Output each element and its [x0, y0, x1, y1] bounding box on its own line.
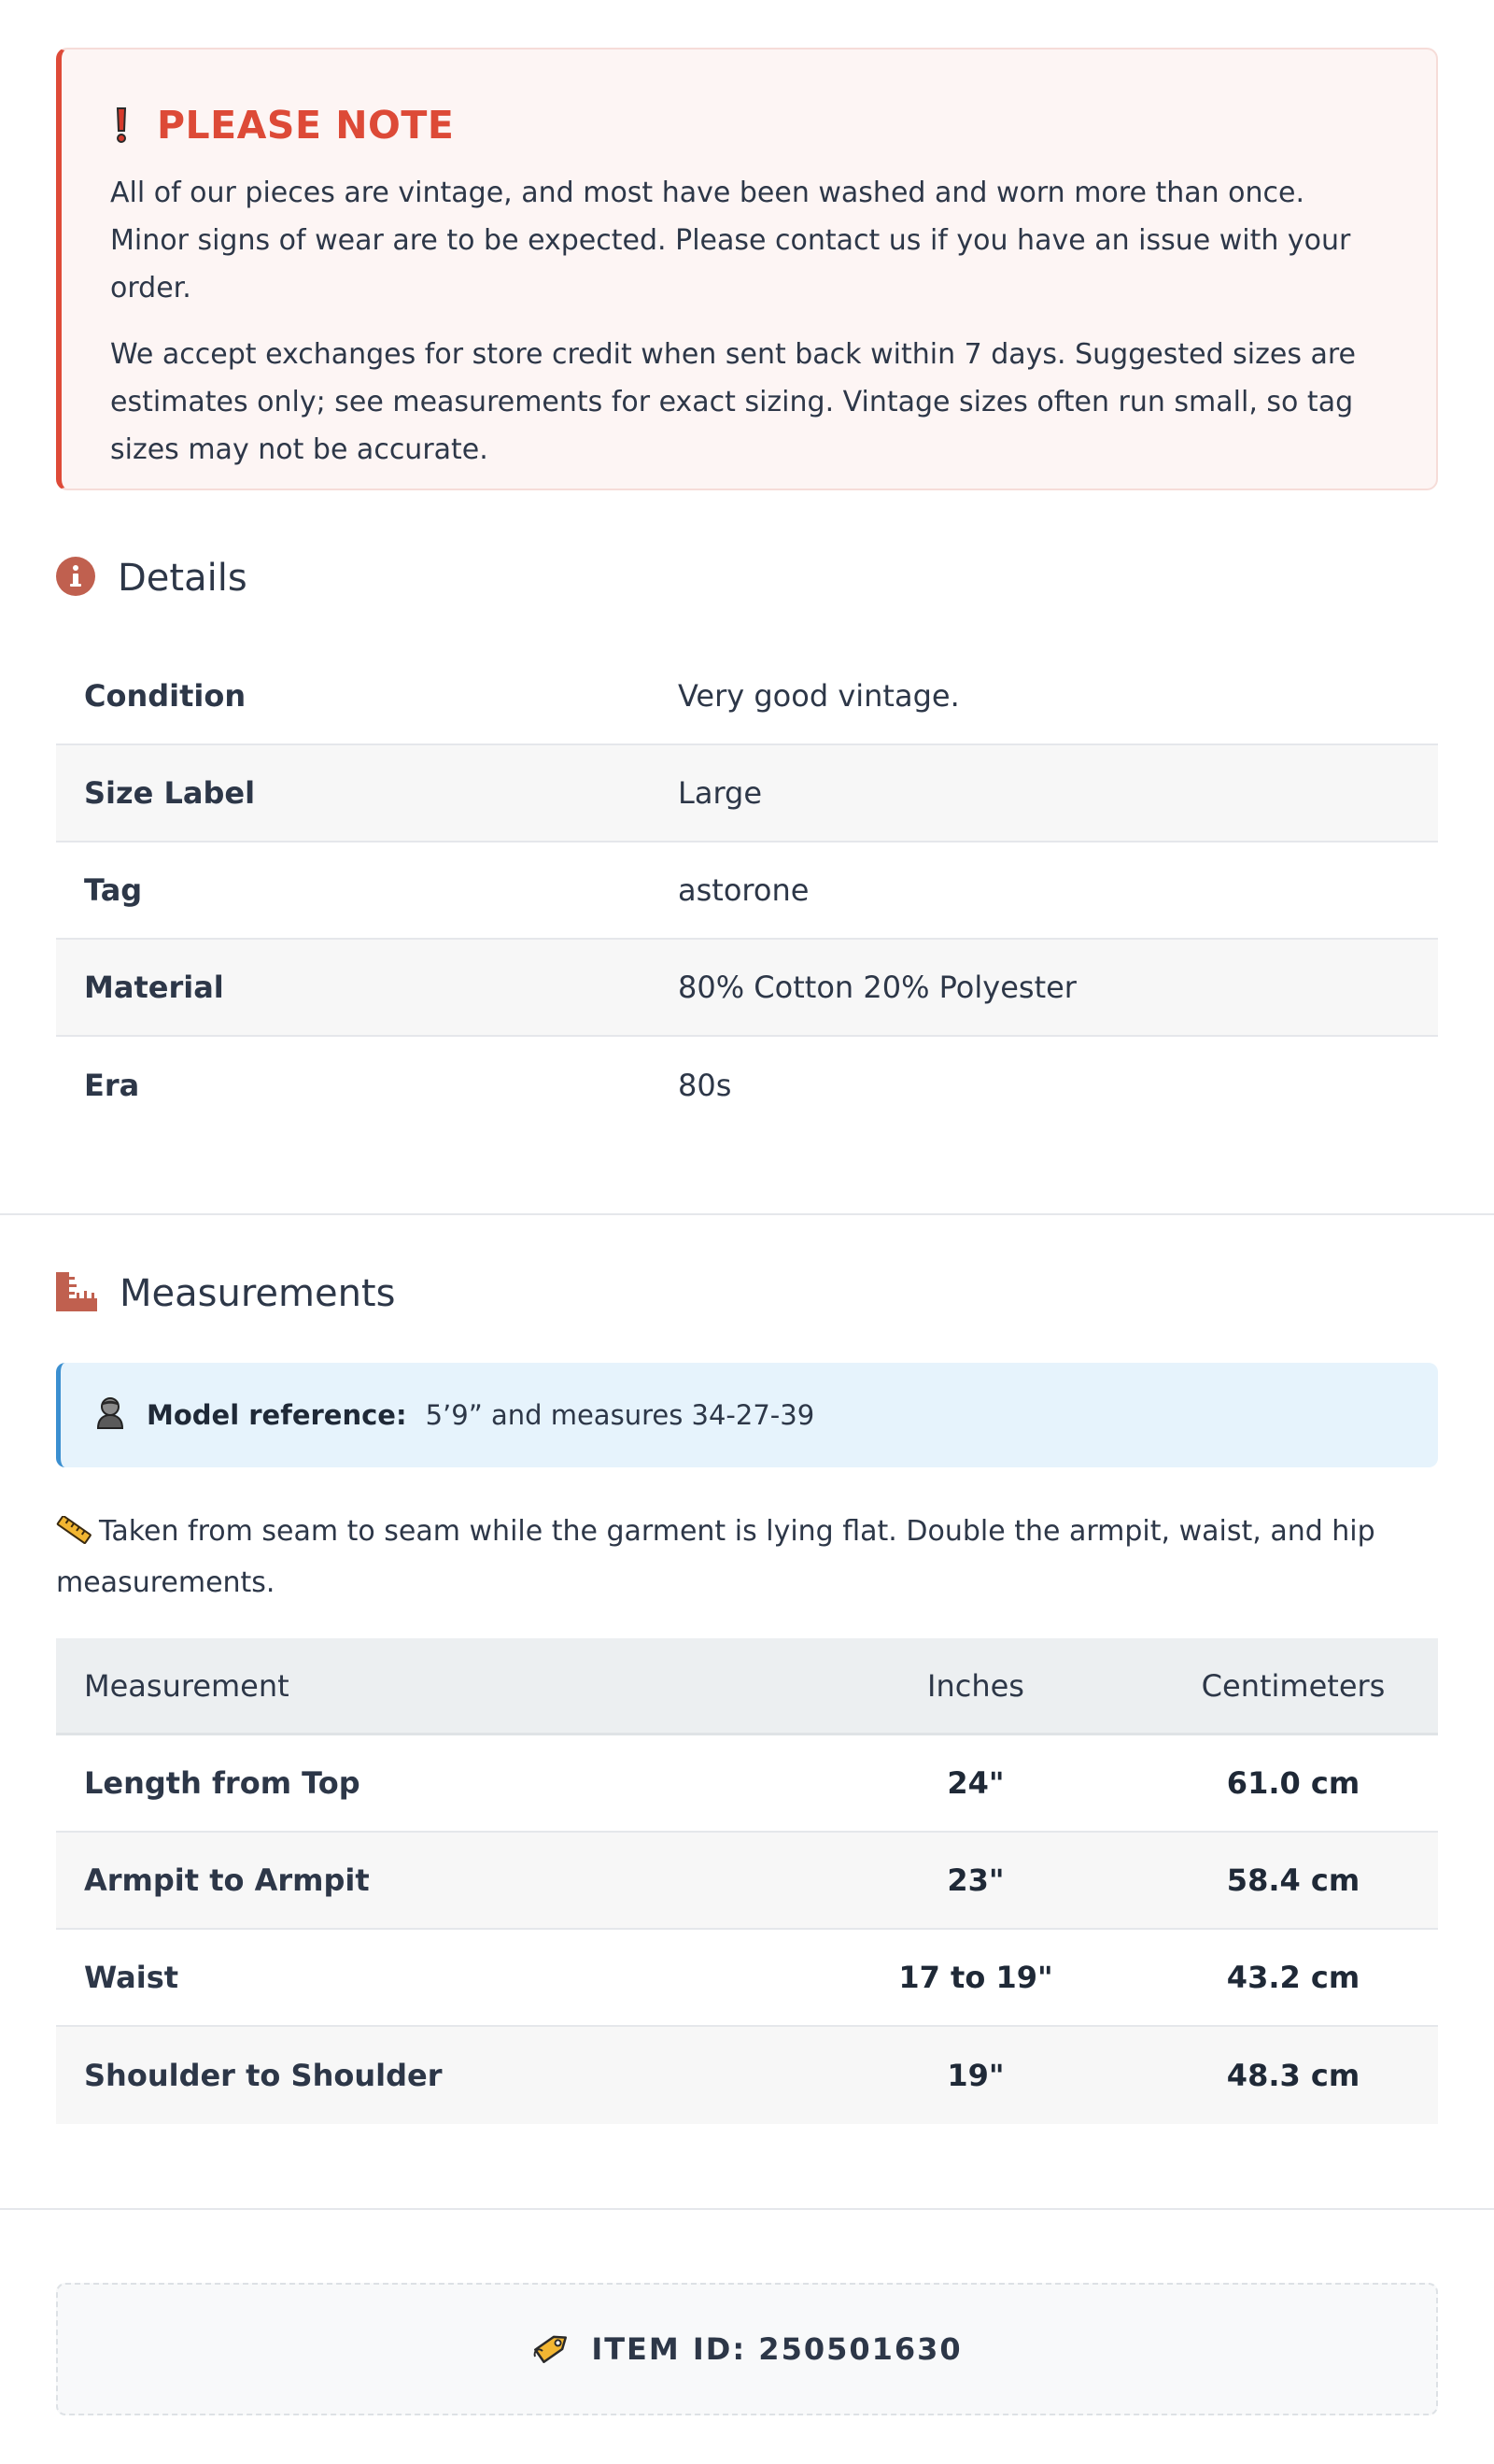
measurement-name: Waist: [84, 1960, 179, 1995]
details-value: Very good vintage.: [678, 678, 960, 714]
straight-ruler-icon: [56, 1511, 92, 1559]
model-reference-box: [56, 1363, 1438, 1467]
measurements-title: Measurements: [120, 1272, 396, 1315]
measurement-inches: 23": [947, 1862, 1005, 1898]
measurement-inches: 19": [947, 2058, 1005, 2093]
section-divider: [0, 2208, 1494, 2210]
table-row: [56, 1833, 1438, 1930]
table-row: [56, 1735, 1438, 1833]
measurement-cm: 61.0 cm: [1226, 1765, 1360, 1801]
section-divider: [0, 1213, 1494, 1215]
model-reference-label: Model reference:: [147, 1399, 407, 1431]
table-row: [56, 2027, 1438, 2124]
details-value: Large: [678, 775, 763, 811]
notice-paragraph-2: We accept exchanges for store credit when sent back within 7 days. Suggested sizes are estimates only; see measurements for exact sizing. Vintage sizes often run small, so tag sizes may not be accurate.: [110, 338, 1357, 466]
details-value: 80s: [678, 1068, 732, 1103]
details-label: Material: [84, 970, 224, 1005]
header-measurement: Measurement: [84, 1667, 289, 1704]
details-table: [56, 648, 1438, 1134]
table-row: [56, 1930, 1438, 2027]
table-header: [56, 1638, 1438, 1735]
ruler-icon: [56, 1272, 97, 1315]
notice-header: [110, 102, 1388, 149]
details-row-tag: [56, 843, 1438, 940]
header-centimeters: Centimeters: [1201, 1667, 1386, 1704]
measurement-inches: 24": [947, 1765, 1005, 1801]
measurement-inches: 17 to 19": [898, 1960, 1053, 1995]
details-label: Condition: [84, 678, 247, 714]
item-id-box: [56, 2283, 1438, 2415]
details-title: Details: [118, 557, 247, 600]
please-note-box: [56, 48, 1438, 490]
measurement-cm: 58.4 cm: [1226, 1862, 1360, 1898]
notice-title: PLEASE NOTE: [157, 103, 455, 148]
details-row-size-label: [56, 745, 1438, 843]
measurements-header: [56, 1272, 395, 1315]
details-header: [56, 557, 247, 600]
details-label: Size Label: [84, 775, 256, 811]
details-label: Era: [84, 1068, 140, 1103]
instructions-text: Taken from seam to seam while the garment is lying flat. Double the armpit, waist, and hip measurements.: [56, 1515, 1375, 1599]
notice-paragraph-1: All of our pieces are vintage, and most have been washed and worn more than once. Minor signs of wear are to be expected. Please contact us if you have an issue with your order.: [110, 177, 1351, 304]
header-inches: Inches: [927, 1667, 1024, 1704]
price-tag-icon: [531, 2329, 572, 2370]
details-label: Tag: [84, 872, 143, 908]
info-circle-icon: [56, 557, 95, 600]
measurement-instructions: [56, 1508, 1382, 1607]
details-row-condition: [56, 648, 1438, 745]
details-row-material: [56, 940, 1438, 1037]
model-reference-value: 5’9” and measures 34-27-39: [425, 1399, 815, 1431]
item-id-text: ITEM ID: 250501630: [591, 2331, 963, 2367]
measurement-cm: 48.3 cm: [1226, 2058, 1360, 2093]
measurement-name: Length from Top: [84, 1765, 360, 1801]
details-value: 80% Cotton 20% Polyester: [678, 970, 1077, 1005]
measurements-table: [56, 1638, 1438, 2124]
details-row-era: [56, 1037, 1438, 1134]
measurement-name: Shoulder to Shoulder: [84, 2058, 443, 2093]
person-icon: [94, 1395, 126, 1436]
measurement-name: Armpit to Armpit: [84, 1862, 370, 1898]
measurement-cm: 43.2 cm: [1226, 1960, 1360, 1995]
details-value: astorone: [678, 872, 810, 908]
exclamation-icon: [110, 106, 133, 144]
